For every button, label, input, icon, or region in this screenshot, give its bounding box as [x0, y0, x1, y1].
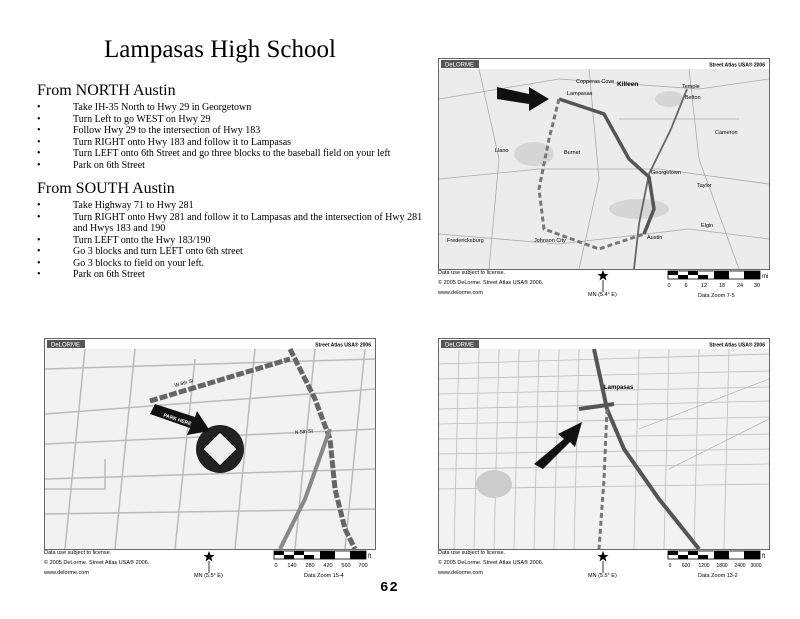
scale-tick: 1200 [698, 563, 710, 569]
city-label: Burnet [564, 150, 581, 156]
north-steps [37, 102, 433, 171]
scale-tick: 12 [700, 283, 708, 289]
brand-logo: DeLORME [51, 342, 81, 349]
direction-step: • Take Highway 71 to Hwy 281 [37, 200, 433, 212]
direction-step: • Park on 6th Street [37, 269, 433, 281]
map2-footer [44, 550, 149, 577]
map3-scale-bar [668, 550, 768, 580]
atlas-label: Street Atlas USA® 2006 [315, 342, 371, 349]
direction-step: • Follow Hwy 29 to the intersection of Hwy 183 [37, 125, 433, 137]
north-heading: From NORTH Austin [37, 82, 176, 99]
city-label: Cameron [715, 130, 738, 136]
direction-step: • Go 3 blocks and turn LEFT onto 6th street [37, 246, 433, 258]
license-text: Data use subject to license. [44, 550, 112, 556]
copyright-text: © 2005 DeLorme. Street Atlas USA® 2006. [438, 560, 544, 566]
zoom-label: Data Zoom 15-4 [304, 573, 344, 579]
south-heading: From SOUTH Austin [37, 180, 175, 197]
city-label: Johnson City [534, 238, 566, 244]
city-label: Lampasas [567, 91, 593, 97]
city-label: Taylor [697, 183, 712, 189]
north-directions [37, 82, 433, 171]
city-label: Copperas Cove [576, 79, 615, 85]
city-label: Lampasas [604, 385, 634, 391]
city-label: Llano [495, 148, 509, 154]
map3-mn: MN (5.5° E) [588, 573, 617, 579]
scale-unit: ft [762, 554, 766, 560]
page-number: 62 [380, 580, 399, 596]
scale-tick: 0 [274, 563, 278, 569]
direction-step: • Park on 6th Street [37, 160, 433, 172]
direction-step: • Go 3 blocks to field on your left. [37, 258, 433, 270]
map2-mn: MN (5.5° E) [194, 573, 223, 579]
zoom-label: Data Zoom 13-2 [698, 573, 738, 579]
park-here-label: PARK HERE [162, 412, 192, 428]
website-text: www.delorme.com [438, 290, 483, 296]
closeup-map[interactable] [44, 338, 376, 550]
zoom-label: Data Zoom 7-5 [698, 293, 735, 299]
town-map[interactable] [438, 338, 770, 550]
map2-scale-bar [274, 550, 374, 580]
license-text: Data use subject to license. [438, 550, 506, 556]
brand-logo: DeLORME [445, 342, 475, 349]
north-star-icon [597, 270, 609, 292]
city-label: Belton [685, 95, 701, 101]
website-text: www.delorme.com [438, 570, 483, 576]
page-title: Lampasas High School [104, 36, 336, 63]
atlas-label: Street Atlas USA® 2006 [709, 62, 765, 69]
map3-footer [438, 550, 543, 577]
scale-tick: 0 [668, 563, 672, 569]
south-directions [37, 180, 433, 281]
scale-tick: 560 [341, 563, 351, 569]
atlas-label: Street Atlas USA® 2006 [709, 342, 765, 349]
map1-mn: MN (5.4° E) [588, 292, 617, 298]
direction-step: • Turn LEFT onto the Hwy 183/190 [37, 235, 433, 247]
scale-tick: 420 [323, 563, 333, 569]
scale-tick: 6 [684, 283, 688, 289]
direction-step: • Turn RIGHT onto Hwy 183 and follow it to Lampasas [37, 137, 433, 149]
scale-unit: ft [368, 554, 372, 560]
south-steps [37, 200, 433, 281]
city-label: Austin [647, 235, 663, 241]
map1-footer [438, 270, 543, 297]
scale-unit: mi [762, 274, 769, 280]
map1-scale-bar [668, 270, 768, 300]
north-star-icon [203, 551, 215, 573]
north-star-icon [597, 551, 609, 573]
brand-logo: DeLORME [445, 62, 475, 69]
regional-map[interactable] [438, 58, 770, 270]
direction-step: • Turn RIGHT onto Hwy 281 and follow it to Lampasas and the intersection of Hwy 281 and Hwys 183 and 190 [37, 212, 433, 235]
scale-tick: 18 [718, 283, 726, 289]
city-label: Elgin [701, 223, 714, 229]
scale-tick: 24 [736, 283, 744, 289]
direction-step: • Turn Left to go WEST on Hwy 29 [37, 114, 433, 126]
scale-tick: 0 [667, 283, 671, 289]
license-text: Data use subject to license. [438, 270, 506, 276]
scale-tick: 600 [681, 563, 691, 569]
city-label: Georgetown [651, 170, 681, 176]
scale-tick: 700 [358, 563, 368, 569]
direction-step: • Turn LEFT onto 6th Street and go three blocks to the baseball field on your left [37, 148, 433, 160]
scale-tick: 30 [753, 283, 761, 289]
scale-tick: 1800 [716, 563, 728, 569]
copyright-text: © 2005 DeLorme. Street Atlas USA® 2006. [438, 280, 544, 286]
street-label: W 6th St [173, 378, 195, 389]
street-label: N 5th St [294, 428, 314, 436]
city-label: Temple [682, 84, 700, 90]
city-label: Killeen [617, 81, 639, 88]
scale-tick: 140 [287, 563, 297, 569]
website-text: www.delorme.com [44, 570, 89, 576]
copyright-text: © 2005 DeLorme. Street Atlas USA® 2006. [44, 560, 150, 566]
scale-tick: 2400 [734, 563, 746, 569]
direction-step: • Take IH-35 North to Hwy 29 in Georgetown [37, 102, 433, 114]
city-label: Fredericksburg [447, 238, 484, 244]
scale-tick: 280 [305, 563, 315, 569]
scale-tick: 3000 [750, 563, 762, 569]
